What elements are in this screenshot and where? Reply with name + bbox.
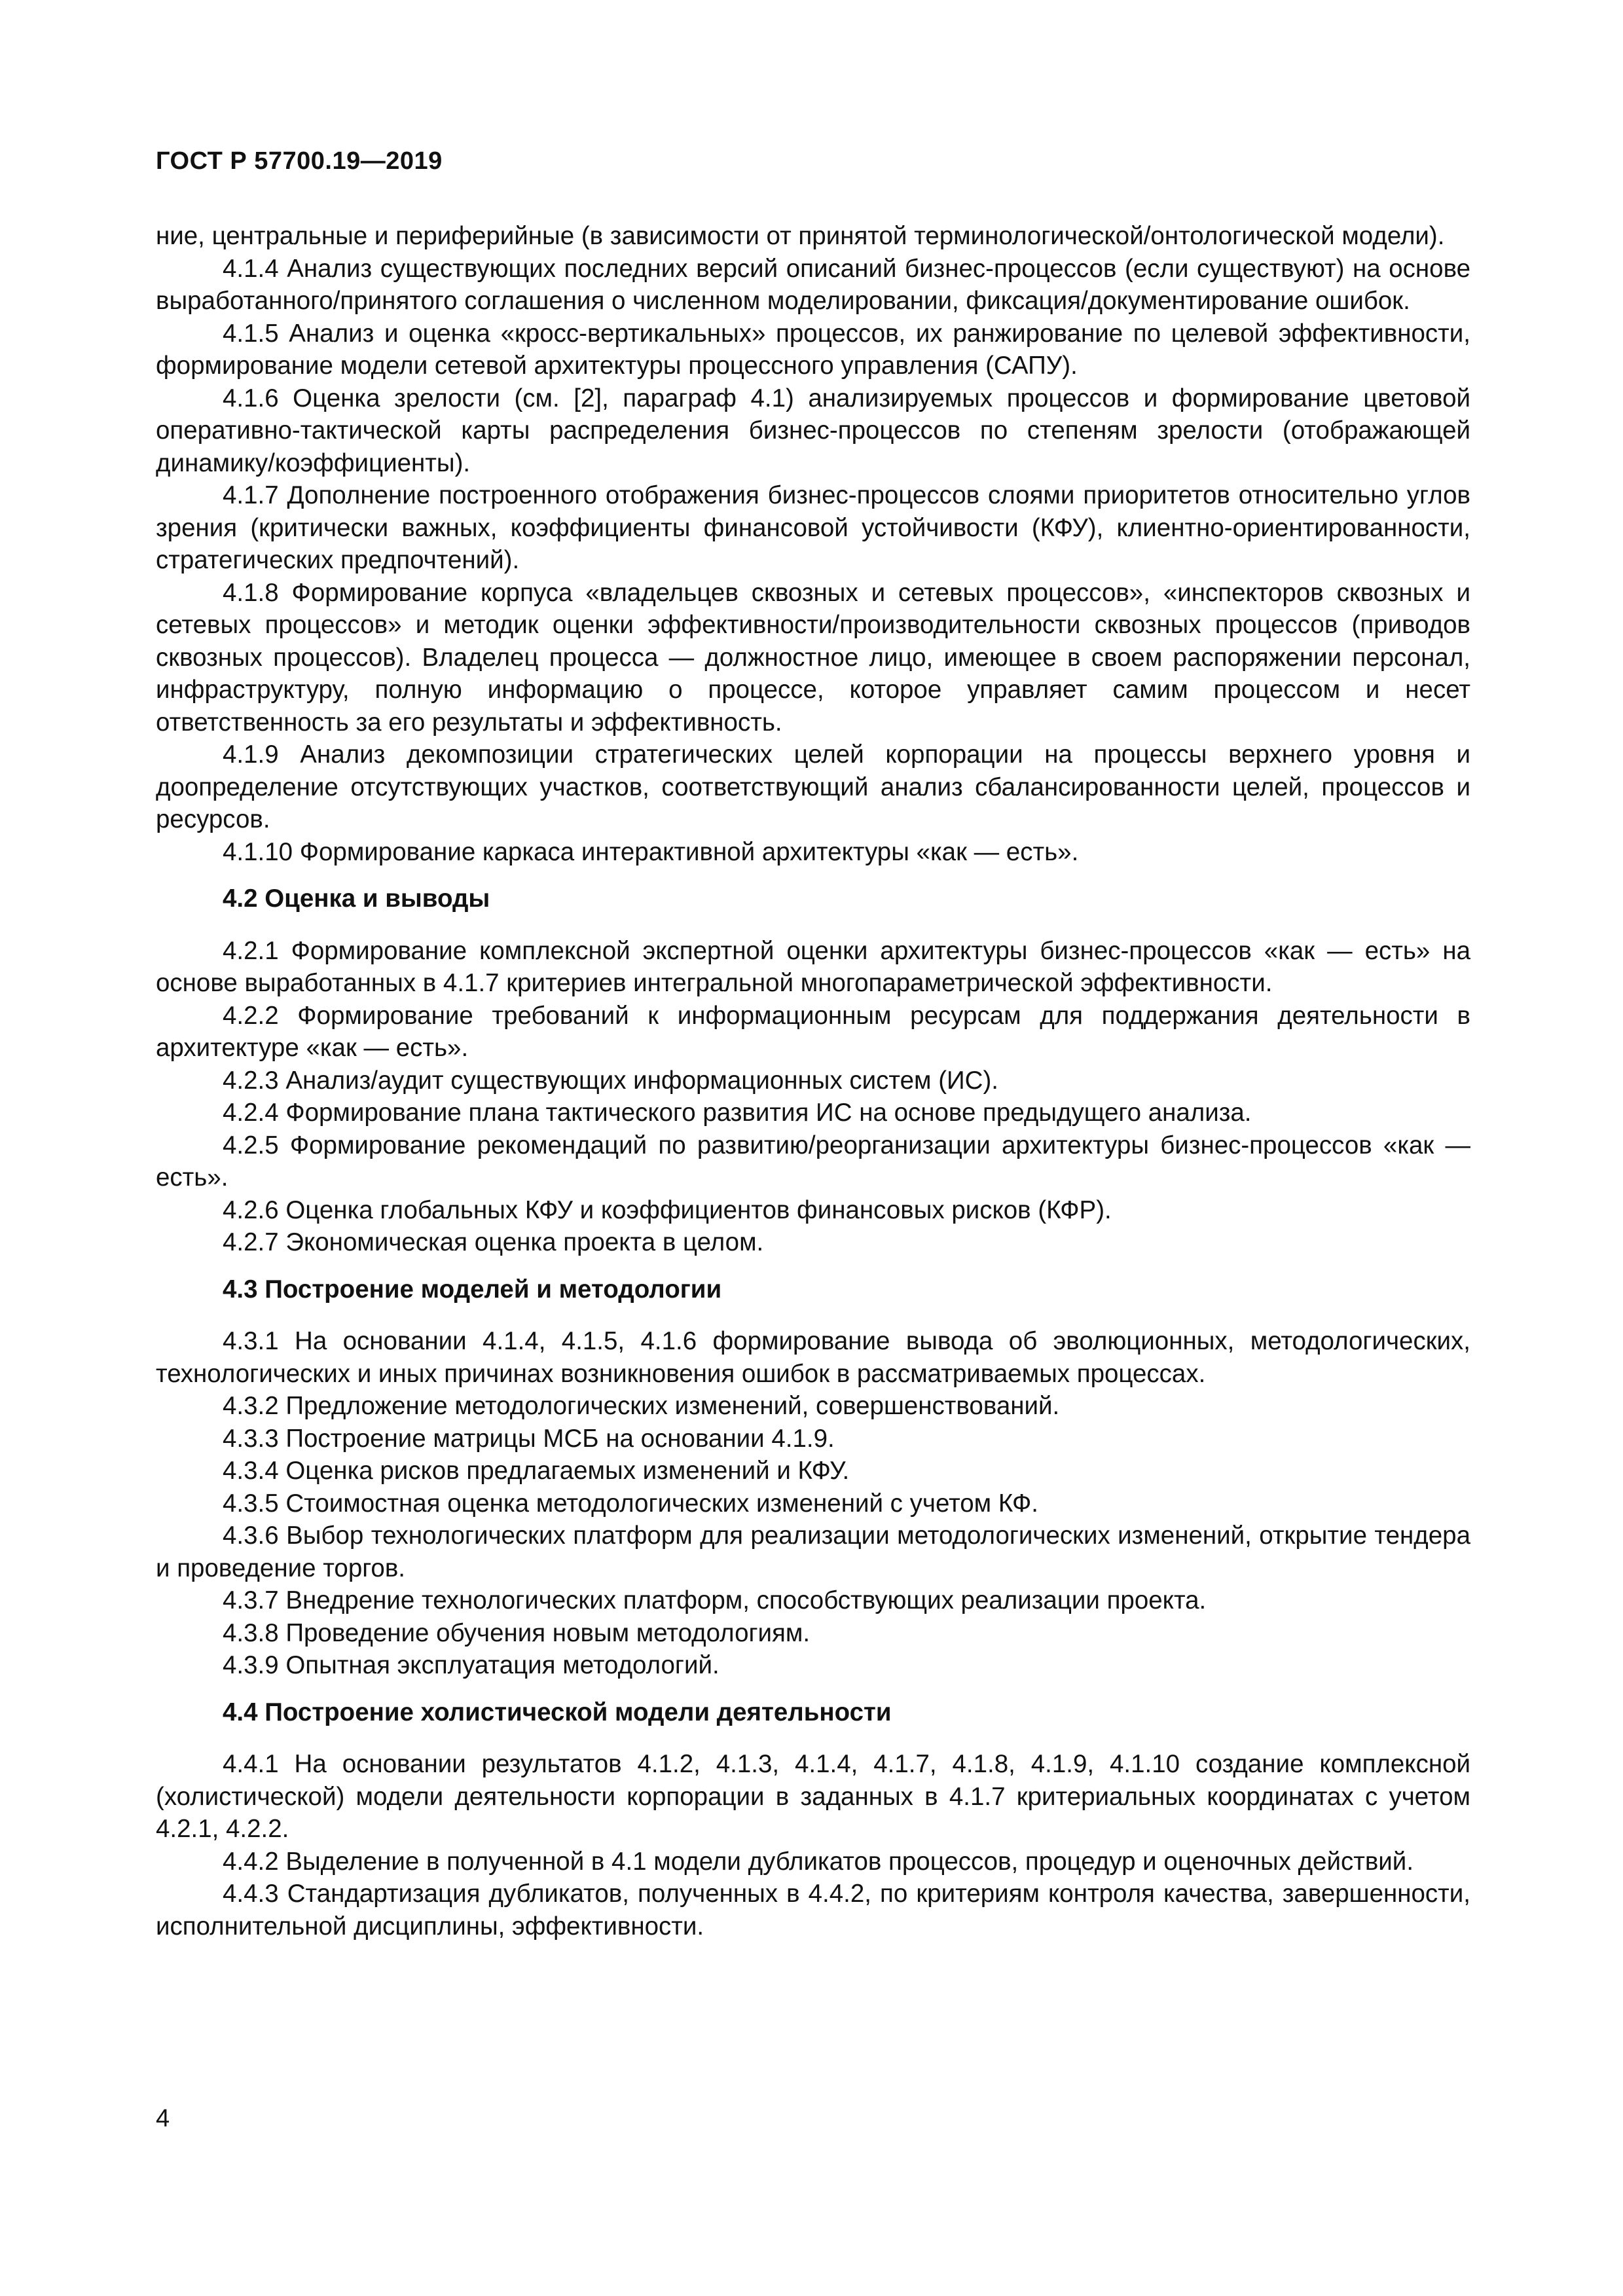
paragraph-4-3-3: 4.3.3 Построение матрицы МСБ на основании 4.1.9. — [223, 1424, 835, 1453]
section-heading-4-4: 4.4 Построение холистической модели деятельности — [223, 1698, 892, 1726]
paragraph-4-3-7: 4.3.7 Внедрение технологических платформ, способствующих реализации проекта. — [223, 1586, 1207, 1614]
paragraph-4-2-3: 4.2.3 Анализ/аудит существующих информационных систем (ИС). — [223, 1066, 999, 1095]
paragraph-4-3-6: 4.3.6 Выбор технологических платформ для реализации методологических изменений, открытие тендера и проведение торгов. — [156, 1522, 1470, 1582]
paragraph-4-1-9: 4.1.9 Анализ декомпозиции стратегических целей корпорации на процессы верхнего уровня и доопределение отсутствующих участков, соответствующий анализ сбалансированности целей, процессов и ресурсов. — [156, 740, 1470, 833]
standard-id-header: ГОСТ Р 57700.19—2019 — [156, 147, 443, 175]
paragraph-4-2-4: 4.2.4 Формирование плана тактического развития ИС на основе предыдущего анализа. — [223, 1099, 1252, 1127]
paragraph-4-4-3: 4.4.3 Стандартизация дубликатов, полученных в 4.4.2, по критериям контроля качества, завершенности, исполнительной дисциплины, эффективности. — [156, 1880, 1470, 1941]
section-heading-4-3: 4.3 Построение моделей и методологии — [223, 1275, 722, 1303]
paragraph-4-2-7: 4.2.7 Экономическая оценка проекта в целом. — [223, 1228, 764, 1256]
document-body — [156, 220, 1470, 1942]
paragraph-4-1-5: 4.1.5 Анализ и оценка «кросс-вертикальных» процессов, их ранжирование по целевой эффективности, формирование модели сетевой архитектуры процессного управления (САПУ). — [156, 319, 1470, 380]
paragraph-4-2-1: 4.2.1 Формирование комплексной экспертной оценки архитектуры бизнес-процессов «как — есть» на основе выработанных в 4.1.7 критериев интегральной многопараметрической эффективности. — [156, 936, 1470, 997]
paragraph-4-1-10: 4.1.10 Формирование каркаса интерактивной архитектуры «как — есть». — [223, 837, 1079, 866]
paragraph-4-4-1: 4.4.1 На основании результатов 4.1.2, 4.1.3, 4.1.4, 4.1.7, 4.1.8, 4.1.9, 4.1.10 создание комплексной (холистической) модели деятельности корпорации в заданных в 4.1.7 критериальных координатах с учетом 4.2.1, 4.2.2. — [156, 1750, 1470, 1843]
paragraph-4-2-5: 4.2.5 Формирование рекомендаций по развитию/реорганизации архитектуры бизнес-процессов «как — есть». — [156, 1131, 1470, 1192]
paragraph-4-3-2: 4.3.2 Предложение методологических изменений, совершенствований. — [223, 1392, 1060, 1420]
paragraph-4-3-4: 4.3.4 Оценка рисков предлагаемых изменений и КФУ. — [223, 1457, 850, 1485]
paragraph-4-1-4: 4.1.4 Анализ существующих последних версий описаний бизнес-процессов (если существуют) на основе выработанного/принятого соглашения о численном моделировании, фиксация/документирование ошибок. — [156, 254, 1470, 315]
paragraph-4-1-6: 4.1.6 Оценка зрелости (см. [2], параграф 4.1) анализируемых процессов и формирование цветовой оперативно-тактической карты распределения бизнес-процессов по степеням зрелости (отображающей динамику/коэффициенты). — [156, 384, 1470, 477]
paragraph-4-3-9: 4.3.9 Опытная эксплуатация методологий. — [223, 1651, 720, 1679]
paragraph-4-2-6: 4.2.6 Оценка глобальных КФУ и коэффициентов финансовых рисков (КФР). — [223, 1195, 1112, 1224]
paragraph-4-1-8: 4.1.8 Формирование корпуса «владельцев сквозных и сетевых процессов», «инспекторов сквозных и сетевых процессов» и методик оценки эффективности/производительности сквозных процессов (приводов сквозных процессов). Владелец процесса — должностное лицо, имеющее в своем распоряжении персонал, инфраструктуру, полную информацию о процессе, которое управляет самим процессом и несет ответственность за его результаты и эффективность. — [156, 578, 1470, 737]
paragraph-4-1-7: 4.1.7 Дополнение построенного отображения бизнес-процессов слоями приоритетов относительно углов зрения (критически важных, коэффициенты финансовой устойчивости (КФУ), клиентно-ориентированности, стратегических предпочтений). — [156, 481, 1470, 574]
paragraph-continuation: ние, центральные и периферийные (в зависимости от принятой терминологической/онтологической модели). — [156, 222, 1445, 250]
paragraph-4-3-8: 4.3.8 Проведение обучения новым методологиям. — [223, 1618, 811, 1647]
page-number: 4 — [156, 2105, 170, 2132]
paragraph-4-3-5: 4.3.5 Стоимостная оценка методологических изменений с учетом КФ. — [223, 1489, 1038, 1518]
paragraph-4-2-2: 4.2.2 Формирование требований к информационным ресурсам для поддержания деятельности в архитектуре «как — есть». — [156, 1001, 1470, 1062]
paragraph-4-4-2: 4.4.2 Выделение в полученной в 4.1 модели дубликатов процессов, процедур и оценочных действий. — [223, 1847, 1414, 1876]
paragraph-4-3-1: 4.3.1 На основании 4.1.4, 4.1.5, 4.1.6 формирование вывода об эволюционных, методологических, технологических и иных причинах возникновения ошибок в рассматриваемых процессах. — [156, 1327, 1470, 1388]
section-heading-4-2: 4.2 Оценка и выводы — [223, 884, 490, 913]
